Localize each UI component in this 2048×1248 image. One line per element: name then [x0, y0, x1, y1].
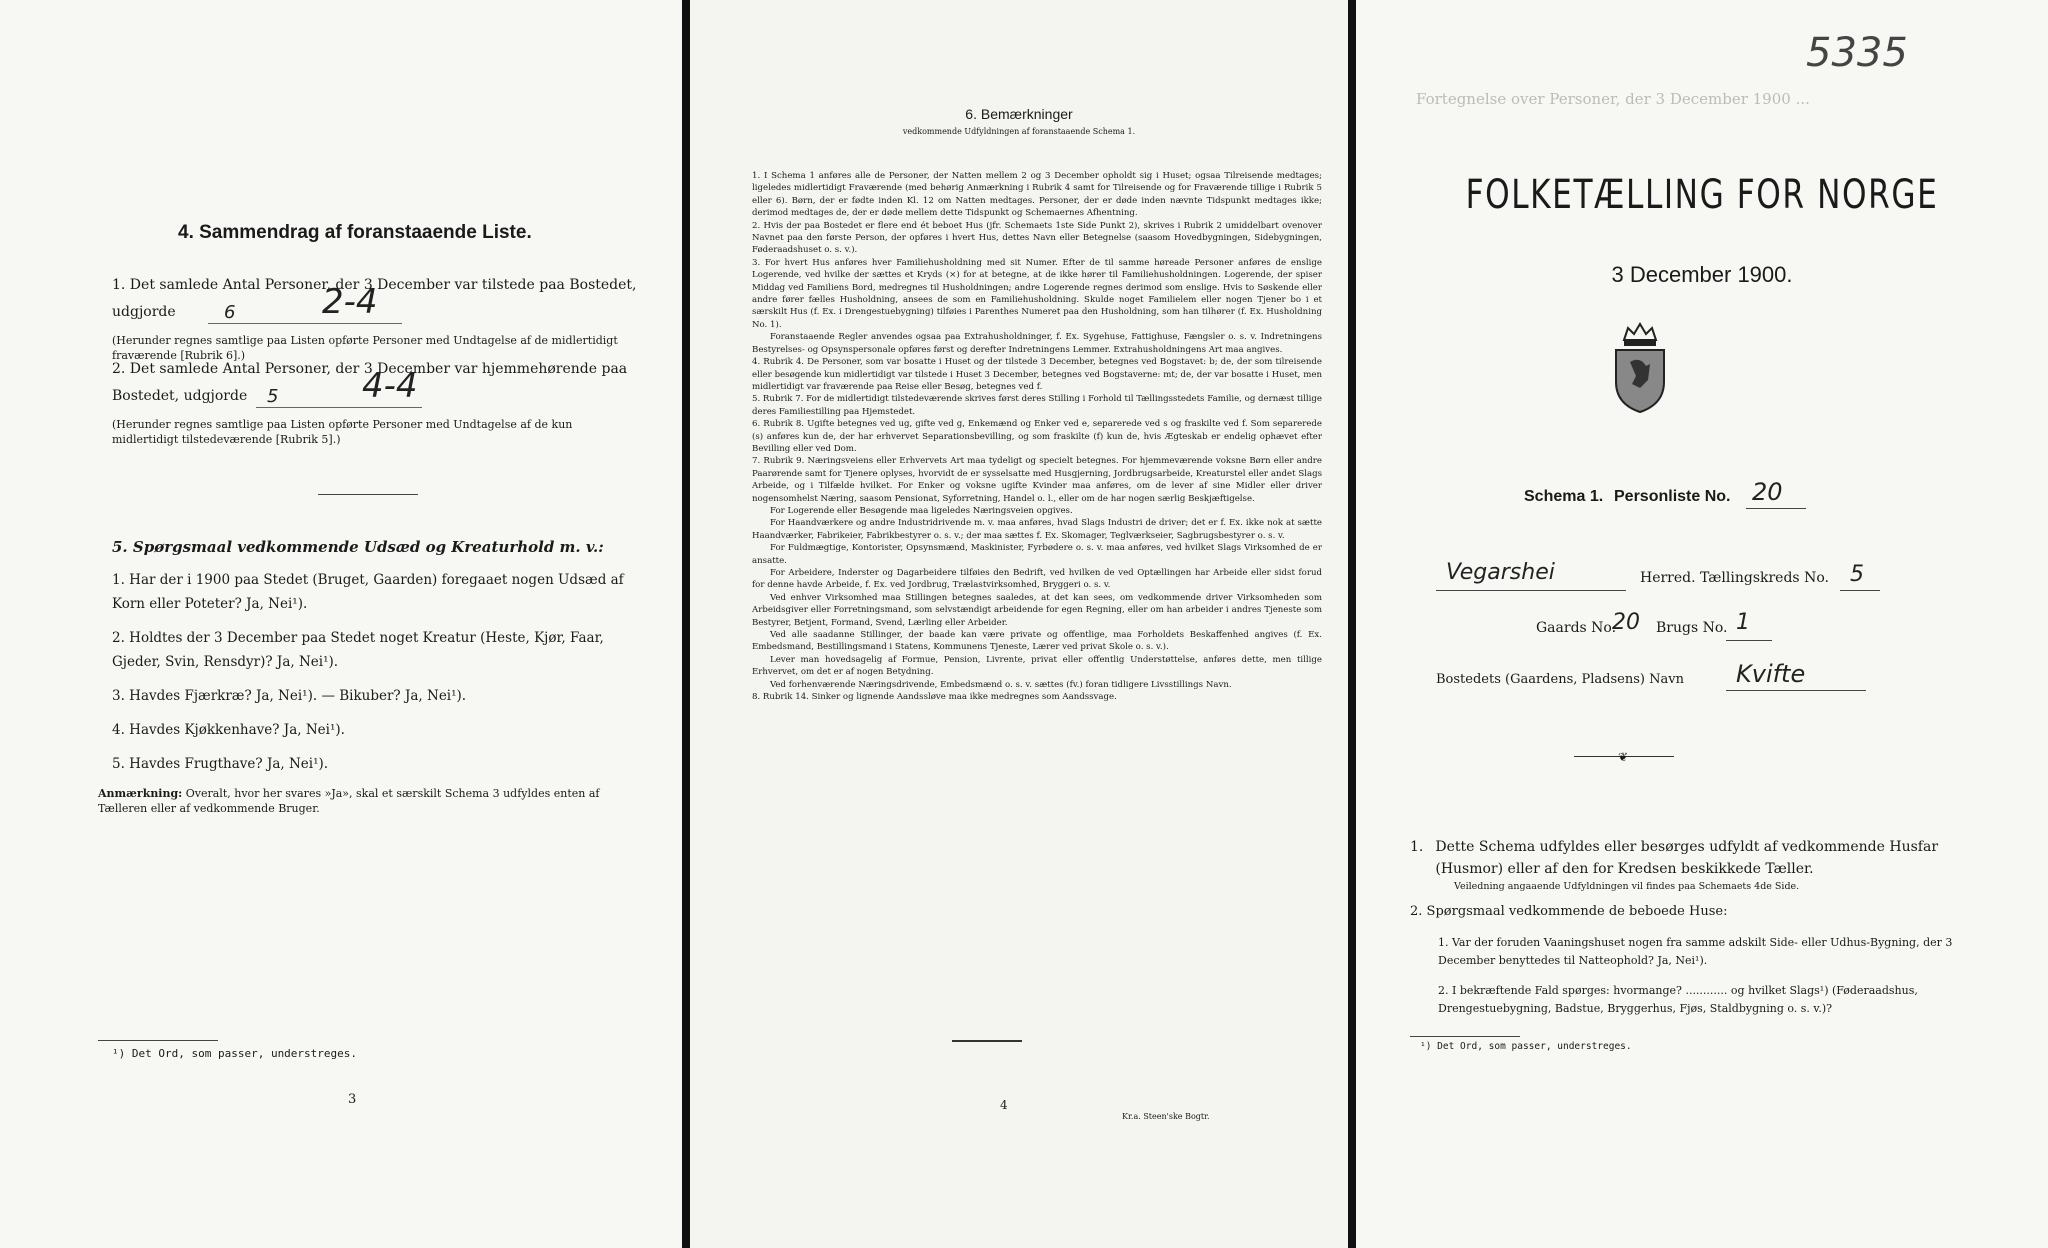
instruction-1-number: 1.	[1410, 839, 1424, 855]
kreds-number: 5	[1850, 562, 1864, 587]
remark-item: Lever man hovedsagelig af Formue, Pension, Livrente, privat eller offentlig Understøttelse, anføres dette, men tillige Erhvervet, om det er af nogen Betydning.	[752, 654, 1322, 678]
section-5-list	[112, 568, 632, 786]
gaards-number: 20	[1612, 610, 1640, 635]
annotation-label: Anmærkning:	[98, 787, 183, 800]
remark-item: For Haandværkere og andre Industridrivende m. v. maa anføres, hvad Slags Industri de driver; det er f. Ex. ikke nok at sætte Haandværker, Fabrikeier, Fabrikbestyrer o. s. v.; der maa sættes f. Ex. Skomager, Teglværkseier, Sagbrugsbestyrer o. s. v.	[752, 518, 1322, 541]
instruction-2	[1410, 904, 2010, 919]
bosted-label: Bostedets (Gaardens, Pladsens) Navn	[1436, 672, 1684, 687]
ornament-icon: ❦	[1618, 750, 1629, 764]
dotted-line	[208, 323, 402, 324]
remark-item: Ved forhenværende Næringsdrivende, Embedsmænd o. s. v. sættes (fv.) foran tidligere Livsstillings Navn.	[770, 679, 1232, 690]
section-5-title: 5. Spørgsmaal vedkommende Udsæd og Kreaturhold m. v.:	[112, 538, 604, 556]
instruction-2-text: Spørgsmaal vedkommende de beboede Huse:	[1426, 904, 1728, 919]
section-5-item: 5. Havdes Frugthave? Ja, Nei¹).	[112, 756, 329, 772]
remark-item: 3. For hvert Hus anføres hver Familiehusholdning med sit Numer. Efter de til samme høreade Personer anføres de enslige Logerende, ved hvilke der sættes et Kryds (×) for at betegne, at de ikke hører til Familiehusholdningen. Logerende, der spiser Middag ved Familiens Bord, medregnes til Husholdningen; andre Logerende regnes derimod som enslige. Hvis to Søskende eller andre fører fælles Husholdning, ansees de som en Familiehusholdning. Skulde noget Familielem eller nogen Tjener bo i et særskilt Hus (f. Ex. i Drengestuebygning) tilføies i Parenthes Numeret paa den Husholdning, som han tilhører (f. Ex. Husholdning No. 1).	[752, 257, 1322, 330]
remark-item: For Arbeidere, Inderster og Dagarbeidere tilføies den Bedrift, ved hvilken de ved Optællingen har Arbeide eller sidst forud for denne havde Arbeide, f. Ex. ved Jordbrug, Trælastvirksomhed, Bryggeri o. s. v.	[752, 568, 1322, 591]
footnote-rule	[98, 1040, 218, 1041]
divider	[318, 494, 418, 495]
section-5-item: 4. Havdes Kjøkkenhave? Ja, Nei¹).	[112, 722, 345, 738]
page-number: 4	[1000, 1098, 1008, 1112]
page-number: 3	[348, 1092, 357, 1107]
section-5-item: 3. Havdes Fjærkræ? Ja, Nei¹). — Bikuber? Ja, Nei¹).	[112, 688, 467, 704]
gaards-label: Gaards No.	[1536, 620, 1617, 636]
remark-item: 7. Rubrik 9. Næringsveiens eller Erhvervets Art maa tydeligt og specielt betegnes. For hjemmeværende voksne Børn eller andre Paarørende samt for Tjenere oplyses, hvorvidt de er sysselsatte med Husgjerning, Jordbrugsarbeide, Kreaturstel eller andet Slags Arbeide, og i Tilfælde hvilket. For Enker og voksne ugifte Kvinder maa anføres, om de lever af sine Midler eller driver nogensomhelst Næring, saasom Pensionat, Syforretning, Handel o. l., eller om de har nogen særlig Beskjæftigelse.	[752, 456, 1322, 504]
handwritten-value-2a: 5	[267, 386, 279, 407]
personliste-number: 20	[1752, 478, 1783, 506]
remarks-list	[752, 170, 1322, 703]
footnote: ¹) Det Ord, som passer, understreges.	[112, 1047, 358, 1060]
remark-item: 8. Rubrik 14. Sinker og lignende Aandssløve maa ikke medregnes som Aandssvage.	[752, 692, 1117, 703]
section-5-item: 1. Har der i 1900 paa Stedet (Bruget, Gaarden) foregaaet nogen Udsæd af Korn eller Poteter? Ja, Nei¹).	[112, 572, 624, 612]
instruction-1-note: Veiledning angaaende Udfyldningen vil findes paa Schemaets 4de Side.	[1454, 881, 1800, 892]
faded-header: Fortegnelse over Personer, der 3 December 1900 ...	[1416, 90, 1810, 108]
underline	[1436, 590, 1626, 591]
divider	[952, 1040, 1022, 1042]
remark-item: 4. Rubrik 4. De Personer, som var bosatte i Huset og der tilstede 3 December, betegnes ved Bogstavet: b; de, der som tilreisende eller besøgende kun midlertidigt var tilstede i Huset 3 December, betegnes ved Bogstaverne: mt; de, der var bosatte i Huset, men midlertidigt var fraværende paa Reise eller Besøg, betegnes ved f.	[752, 357, 1322, 392]
handwritten-value-1a: 6	[224, 302, 236, 323]
schema-label: Schema 1.	[1524, 488, 1604, 505]
question-2-note: (Herunder regnes samtlige paa Listen opførte Personer med Undtagelse af de kun midlertidigt tilstedeværende [Rubrik 5].)	[112, 418, 573, 446]
instruction-2-2: 2. I bekræftende Fald spørges: hvormange? ............ og hvilket Slags¹) (Føderaadshus, Drengestuebygning, Badstue, Bryggerhus, Fjøs, Staldbygning o. s. v.)?	[1438, 984, 1918, 1015]
question-2-text: 2. Det samlede Antal Personer, der 3 December var hjemmehørende paa	[112, 361, 628, 377]
left-page	[0, 0, 682, 1248]
dotted-line	[256, 407, 422, 408]
handwritten-value-1b: 2-4	[322, 282, 378, 322]
underline	[1726, 640, 1772, 641]
remarks-subtitle: vedkommende Udfyldningen af foranstaaende Schema 1.	[902, 127, 1136, 136]
instruction-2-1: 1. Var der foruden Vaaningshuset nogen fra samme adskilt Side- eller Udhus-Bygning, der 3 December benyttedes til Natteophold? Ja, Nei¹).	[1438, 936, 1953, 967]
archive-number: 5335	[1806, 30, 1908, 76]
question-1	[112, 272, 642, 363]
remark-item: Ved alle saadanne Stillinger, der baade kan være private og offentlige, maa Forholdets Beskaffenhed angives (f. Ex. Embedsmand, Bestillingsmand i Statens, Kommunens Tjeneste, Lærer ved privat Skole o. s. v.).	[752, 630, 1322, 653]
annotation-text: Overalt, hvor her svares »Ja», skal et særskilt Schema 3 udfyldes enten af Tælleren eller af vedkommende Bruger.	[98, 787, 600, 815]
remark-item: For Logerende eller Besøgende maa ligeledes Næringsveien opgives.	[770, 505, 1073, 516]
herred-label: Herred.	[1640, 570, 1696, 586]
remark-item: 2. Hvis der paa Bostedet er flere end ét beboet Hus (jfr. Schemaets 1ste Side Punkt 2), skrives i Rubrik 2 umiddelbart ovenover Navnet paa den første Person, der opføres i hvert Hus, dettes Navn eller Betegnelse (saasom Hovedbygningen, Sidebygningen, Føderaadshuset o. s. v.).	[752, 220, 1322, 256]
middle-page	[690, 0, 1348, 1248]
coat-of-arms-icon	[1610, 322, 1670, 418]
footnote: ¹) Det Ord, som passer, understreges.	[1420, 1041, 1632, 1052]
question-1-prefix: udgjorde	[112, 304, 176, 320]
section-4-title: 4. Sammendrag af foranstaaende Liste.	[178, 222, 532, 243]
brugs-label: Brugs No.	[1656, 620, 1728, 636]
section-5-item: 2. Holdtes der 3 December paa Stedet noget Kreatur (Heste, Kjør, Faar, Gjeder, Svin, Rensdyr)? Ja, Nei¹).	[112, 630, 604, 670]
underline	[1840, 590, 1880, 591]
handwritten-value-2b: 4-4	[362, 366, 418, 406]
remark-item: For Fuldmægtige, Kontorister, Opsynsmænd, Maskinister, Fyrbødere o. s. v. maa anføres, ved hvilket Slags Virksomhed de er ansatte.	[752, 543, 1322, 566]
remark-item: 1. I Schema 1 anføres alle de Personer, der Natten mellem 2 og 3 December opholdt sig i Huset; ogsaa Tilreisende medtages; ligeledes midlertidigt Fraværende (med behørig Anmærkning i Rubrik 4 samt for Tilreisende og for Fraværende tillige i Rubrik 5 eller 6). Børn, der er fødte inden Kl. 12 om Natten medtages. Personer, der er døde inden nævnte Tidspunkt medtages ikke; derimod medtages de, der er døde mellem dette Tidspunkt og Schemaernes Afhentning.	[752, 171, 1322, 219]
underline	[1726, 690, 1866, 691]
underline	[1746, 508, 1806, 509]
instruction-1-text: Dette Schema udfyldes eller besørges udfyldt af vedkommende Husfar (Husmor) eller af den for Kredsen beskikkede Tæller.	[1435, 839, 1939, 877]
brugs-number: 1	[1736, 610, 1750, 635]
bosted-value: Kvifte	[1736, 660, 1806, 688]
personliste-label: Personliste No.	[1614, 488, 1731, 505]
remark-item: Foranstaaende Regler anvendes ogsaa paa Extrahusholdninger, f. Ex. Sygehuse, Fattighuse, Fængsler o. s. v. Indretningens Bestyrelses- og Opsynspersonale opføres først og derefter Indretningens Lemmer. Extrahusholdningens Art maa angives.	[752, 332, 1322, 355]
herred-value: Vegarshei	[1446, 560, 1555, 585]
question-1-text: 1. Det samlede Antal Personer, der 3 December var tilstede paa Bostedet,	[112, 277, 637, 293]
instruction-2-number: 2.	[1410, 904, 1423, 919]
question-2	[112, 356, 642, 447]
remark-item: 6. Rubrik 8. Ugifte betegnes ved ug, gifte ved g, Enkemænd og Enker ved e, separerede ved s og fraskilte ved f. Som separerede (s) anføres kun de, der har erhvervet Separationsbevilling, og som fraskilte (f) kun de, hvis Ægteskab er endelig ophævet efter Bevilling eller ved Dom.	[752, 419, 1322, 454]
document-title: FOLKETÆLLING FOR NORGE	[1465, 172, 1939, 218]
annotation	[98, 786, 638, 816]
question-1-note: (Herunder regnes samtlige paa Listen opførte Personer med Undtagelse af de midlertidigt fraværende [Rubrik 6].)	[112, 334, 618, 362]
printer-mark: Kr.a. Steen'ske Bogtr.	[1122, 1112, 1210, 1121]
footnote-rule	[1410, 1036, 1520, 1037]
remark-item: 5. Rubrik 7. For de midlertidigt tilstedeværende skrives først deres Stilling i Forhold til Tællingsstedets Familie, og dernæst tillige deres Familiestilling paa Hjemstedet.	[752, 394, 1322, 417]
census-date: 3 December 1900.	[1611, 262, 1793, 287]
remark-item: Ved enhver Virksomhed maa Stillingen betegnes saaledes, at det kan sees, om vedkommende driver Virksomheden som Arbeidsgiver eller Forretningsmand, som selvstændigt arbeidende for egen Regning, eller om han arbeider i andres Tjeneste som Bestyrer, Betjent, Formand, Svend, Lærling eller Arbeider.	[752, 592, 1322, 628]
instruction-1	[1410, 836, 2010, 894]
remarks-title: 6. Bemærkninger	[965, 106, 1073, 122]
right-page	[1356, 0, 2048, 1248]
kreds-label: Tællingskreds No.	[1700, 570, 1829, 586]
question-2-prefix: Bostedet, udgjorde	[112, 388, 248, 404]
